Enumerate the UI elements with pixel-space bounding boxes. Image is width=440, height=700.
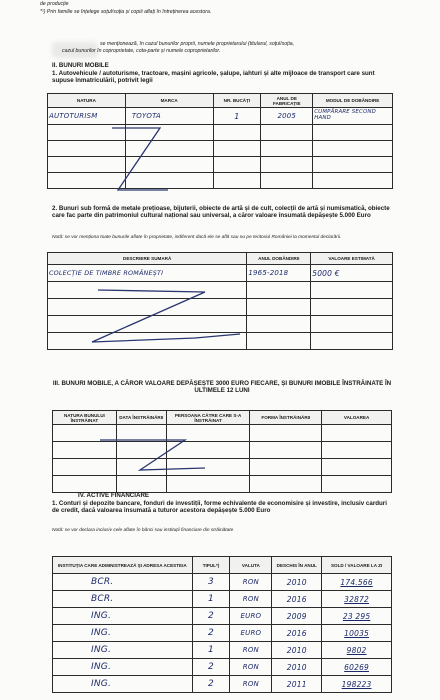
valuables-col-desc: DESCRIERE SUMARĂ (48, 253, 247, 265)
vehicles-col-buc: NR. BUCĂȚI (213, 94, 261, 108)
section-2-sub2: 2. Bunuri sub formă de metale prețioase, bijuterii, obiecte de artă și de cult, colecții de artă și numismatică, obiecte care fac parte din patrimoniul cultural național sau universal, a căror valoare însumată depășește 5.000 Euro (52, 205, 390, 220)
section-4-title: IV. ACTIVE FINANCIARE (78, 492, 150, 499)
accounts-table (52, 556, 392, 693)
account-type: 1 (192, 642, 230, 659)
alienated-col-valoare: VALOAREA (322, 411, 392, 425)
section-2-title: II. BUNURI MOBILE (52, 62, 109, 69)
account-balance: 60269 (322, 659, 392, 676)
vehicle-mod: CUMPĂRARE SECOND HAND (313, 108, 393, 125)
account-balance: 32872 (322, 591, 392, 608)
account-year: 2009 (272, 608, 322, 625)
table-row (53, 676, 392, 693)
account-bank: ING. (53, 642, 193, 659)
account-type: 2 (192, 676, 230, 693)
account-year: 2016 (272, 591, 322, 608)
account-currency: RON (230, 574, 272, 591)
account-year: 2010 (272, 574, 322, 591)
section-3-title: III. BUNURI MOBILE, A CĂROR VALOARE DEPĂȘEȘTE 3000 EURO FIECARE, ȘI BUNURI IMOBILE ÎNSTRĂINATE ÎN ULTIMELE 12 LUNI (52, 380, 392, 395)
account-currency: EURO (230, 608, 272, 625)
alienated-col-forma: FORMA ÎNSTRĂINĂRII (250, 411, 322, 425)
account-currency: EURO (230, 625, 272, 642)
valuables-col-val: VALOARE ESTIMATĂ (311, 253, 393, 265)
accounts-col-tip: TIPUL*) (192, 557, 230, 574)
account-balance: 23 295 (322, 608, 392, 625)
vehicles-col-marca: MARCA (125, 94, 213, 108)
section-2-sub1: 1. Autovehicule / autoturisme, tractoare, mașini agricole, șalupe, iahturi și alte mijloace de transport care sunt supuse înmatriculării, potrivit legii (52, 70, 375, 85)
alienated-col-data: DATA ÎNSTRĂINĂRII (116, 411, 166, 425)
vehicle-buc: 1 (213, 108, 261, 125)
account-currency: RON (230, 591, 272, 608)
account-balance: 9802 (322, 642, 392, 659)
table-row (53, 642, 392, 659)
accounts-col-institutie: INSTITUȚIA CARE ADMINISTREAZĂ ȘI ADRESA ACESTEIA (53, 557, 193, 574)
account-type: 3 (192, 574, 230, 591)
section-4-sub1: 1. Conturi și depozite bancare, fonduri de investiții, forme echivalente de economisire și investire, inclusiv carduri de credit, dacă valoarea însumată a tuturor acestora depășește 5.000 Euro (52, 500, 387, 515)
top-note-line1: de producție (40, 1, 69, 7)
top-note-line3: se menționează, în cazul bunurilor proprii, numele proprietarului (titularul, soțul/soția, (100, 41, 295, 47)
account-currency: RON (230, 642, 272, 659)
account-balance: 10035 (322, 625, 392, 642)
alienated-col-persoana: PERSOANA CĂTRE CARE S-A ÎNSTRĂINAT (166, 411, 250, 425)
account-type: 2 (192, 608, 230, 625)
valuable-val: 5000 € (311, 265, 393, 282)
account-year: 2016 (272, 625, 322, 642)
vehicles-col-natura: NATURA (48, 94, 126, 108)
account-bank: ING. (53, 659, 193, 676)
accounts-col-an: DESCHIS ÎN ANUL (272, 557, 322, 574)
account-bank: BCR. (53, 574, 193, 591)
vehicles-col-mod: MODUL DE DOBÂNDIRE (313, 94, 393, 108)
account-bank: ING. (53, 625, 193, 642)
vehicle-an: 2005 (261, 108, 313, 125)
account-type: 2 (192, 659, 230, 676)
vehicle-marca: TOYOTA (125, 108, 213, 125)
account-bank: ING. (53, 608, 193, 625)
top-note-line4: cazul bunurilor în coproprietate, cota-parte și numele coproprietarilor. (62, 48, 221, 54)
valuable-desc: COLECȚIE DE TIMBRE ROMÂNEȘTI (48, 265, 247, 282)
account-balance: 174.566 (322, 574, 392, 591)
account-type: 1 (192, 591, 230, 608)
account-balance: 198223 (322, 676, 392, 693)
account-bank: ING. (53, 676, 193, 693)
vehicle-natura: AUTOTURISM (48, 108, 126, 125)
account-currency: RON (230, 676, 272, 693)
alienated-col-natura: NATURA BUNULUI ÎNSTRĂINAT (53, 411, 117, 425)
account-currency: RON (230, 659, 272, 676)
section-2-note: Notă: se vor menționa toate bunurile aflate în proprietate, indiferent dacă ele se află sau nu pe teritoriul României la momentul declarării. (52, 235, 342, 240)
account-type: 2 (192, 625, 230, 642)
table-row (53, 591, 392, 608)
account-bank: BCR. (53, 591, 193, 608)
section-4-note: Notă: se vor declara inclusiv cele aflate în bănci sau instituții financiare din străinătate (52, 528, 234, 533)
account-year: 2011 (272, 676, 322, 693)
table-row (53, 574, 392, 591)
top-note-family: *¹) Prin familie se înțelege soțul/soția și copiii aflați în întreținerea acestora. (40, 9, 212, 15)
table-row (53, 659, 392, 676)
valuables-col-an: ANUL DOBÂNDIRII (247, 253, 311, 265)
accounts-col-valuta: VALUTA (230, 557, 272, 574)
account-year: 2010 (272, 642, 322, 659)
valuable-an: 1965-2018 (247, 265, 311, 282)
table-row (53, 608, 392, 625)
account-year: 2010 (272, 659, 322, 676)
table-row (53, 625, 392, 642)
accounts-col-sold: SOLD / VALOARE LA ZI (322, 557, 392, 574)
vehicles-col-an: ANUL DE FABRICAȚIE (261, 94, 313, 108)
